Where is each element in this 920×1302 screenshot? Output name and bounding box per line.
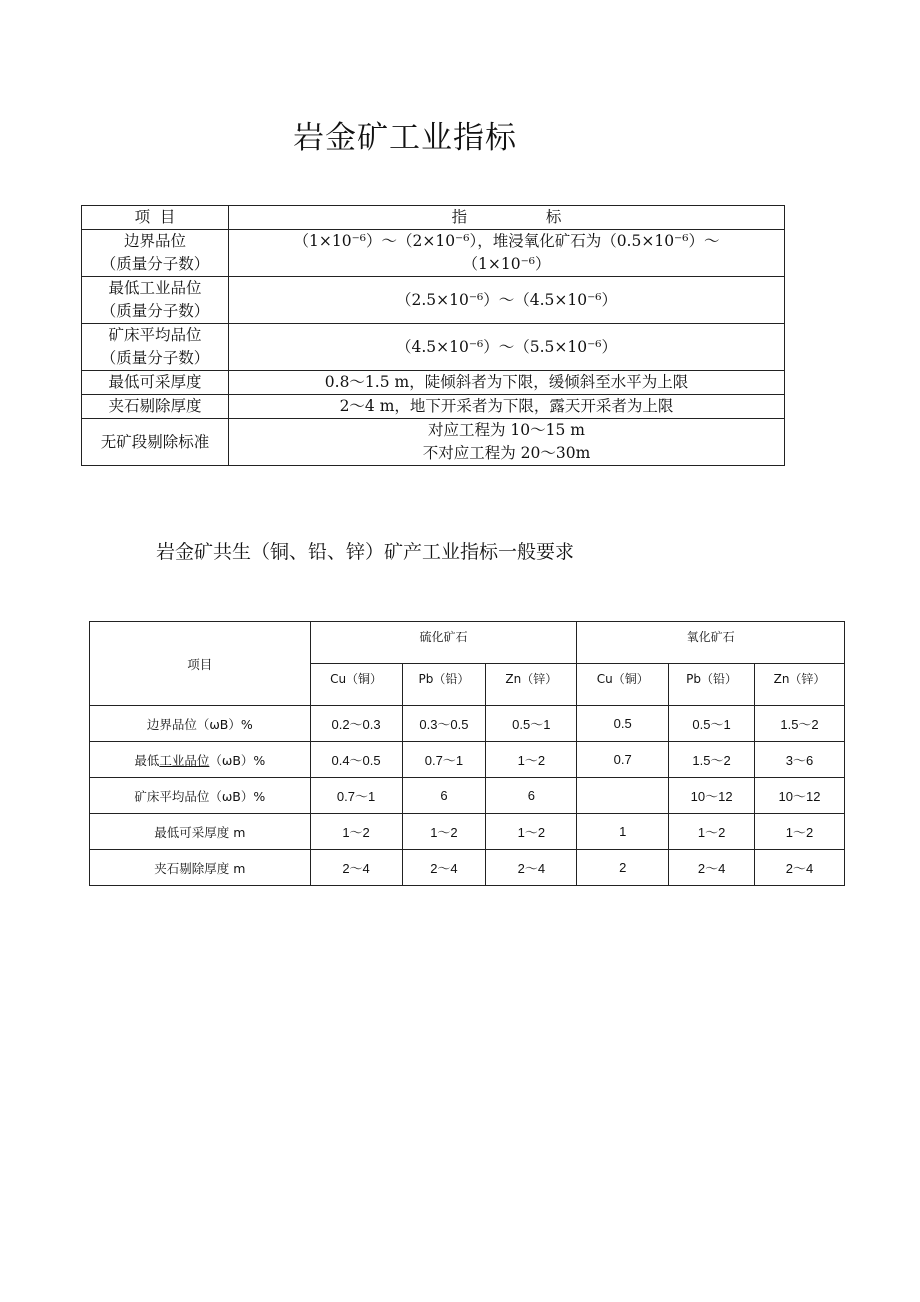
row-value: （4.5×10⁻⁶）～（5.5×10⁻⁶） bbox=[229, 324, 785, 371]
table-cell: 1～2 bbox=[669, 814, 755, 850]
table-cell: 6 bbox=[402, 778, 486, 814]
table-row bbox=[82, 371, 785, 395]
table-cell: 3～6 bbox=[755, 742, 845, 778]
header-sulfide-ore: 硫化矿石 bbox=[310, 622, 577, 664]
table-cell: 2～4 bbox=[755, 850, 845, 886]
row-value: 2～4 m，地下开采者为下限，露天开采者为上限 bbox=[229, 395, 785, 419]
row-value bbox=[229, 419, 785, 466]
row-label: 无矿段剔除标准 bbox=[82, 419, 229, 466]
label-line: 边界品位 bbox=[123, 232, 186, 250]
table-cell: 0.7～1 bbox=[310, 778, 402, 814]
table-row bbox=[90, 778, 845, 814]
header-cu: Cu（铜） bbox=[577, 664, 669, 706]
table-row bbox=[82, 324, 785, 371]
row-label bbox=[82, 230, 229, 277]
value-line: （1×10⁻⁶）～（2×10⁻⁶），堆浸氧化矿石为（0.5×10⁻⁶）～ bbox=[293, 232, 720, 250]
table-cell: 2～4 bbox=[310, 850, 402, 886]
table-cell: 10～12 bbox=[669, 778, 755, 814]
table-header-row bbox=[82, 206, 785, 230]
table-cell: 1～2 bbox=[486, 742, 577, 778]
table-header-row bbox=[90, 622, 845, 664]
header-cu: Cu（铜） bbox=[310, 664, 402, 706]
row-label: 夹石剔除厚度 m bbox=[90, 850, 311, 886]
table-cell: 2～4 bbox=[486, 850, 577, 886]
table-row bbox=[82, 230, 785, 277]
table-cell: 1.5～2 bbox=[755, 706, 845, 742]
header-item: 项目 bbox=[90, 622, 311, 706]
table-cell: 1～2 bbox=[310, 814, 402, 850]
label-part-underlined: 工业品位 bbox=[159, 752, 210, 768]
table-cell: 0.5～1 bbox=[486, 706, 577, 742]
table-row bbox=[90, 742, 845, 778]
row-label: 最低可采厚度 m bbox=[90, 814, 311, 850]
label-line: 最低工业品位 bbox=[108, 279, 202, 297]
section-subtitle: 岩金矿共生（铜、铅、锌）矿产工业指标一般要求 bbox=[156, 541, 575, 563]
label-part: （ωB）% bbox=[209, 752, 266, 768]
row-label: 边界品位（ωB）% bbox=[90, 706, 311, 742]
label-line: （质量分子数） bbox=[100, 255, 210, 273]
label-line: （质量分子数） bbox=[100, 302, 210, 320]
table-row bbox=[82, 277, 785, 324]
table-cell: 0.7 bbox=[577, 742, 669, 778]
header-item: 项 目 bbox=[82, 206, 229, 230]
table-cell: 0.5 bbox=[577, 706, 669, 742]
table-cell: 10～12 bbox=[755, 778, 845, 814]
table-row bbox=[90, 706, 845, 742]
table-cell: 1～2 bbox=[755, 814, 845, 850]
label-line: （质量分子数） bbox=[100, 349, 210, 367]
table-row bbox=[90, 814, 845, 850]
value-line: （1×10⁻⁶） bbox=[462, 255, 551, 273]
table-row bbox=[90, 850, 845, 886]
value-line: 对应工程为 10～15 m bbox=[428, 421, 585, 439]
row-value: （2.5×10⁻⁶）～（4.5×10⁻⁶） bbox=[229, 277, 785, 324]
table-cell: 2 bbox=[577, 850, 669, 886]
table-cell: 1 bbox=[577, 814, 669, 850]
table-cell: 0.7～1 bbox=[402, 742, 486, 778]
row-label: 夹石剔除厚度 bbox=[82, 395, 229, 419]
label-line: 矿床平均品位 bbox=[108, 326, 202, 344]
table-cell: 0.5～1 bbox=[669, 706, 755, 742]
table-cell: 6 bbox=[486, 778, 577, 814]
associated-ore-indicator-table bbox=[89, 621, 845, 886]
table-cell: 1～2 bbox=[486, 814, 577, 850]
gold-ore-indicator-table bbox=[81, 205, 785, 466]
header-indicator: 指 标 bbox=[229, 206, 785, 230]
row-label: 矿床平均品位（ωB）% bbox=[90, 778, 311, 814]
table-cell: 1.5～2 bbox=[669, 742, 755, 778]
table-row bbox=[82, 395, 785, 419]
header-oxide-ore: 氧化矿石 bbox=[577, 622, 845, 664]
table-cell: 0.2～0.3 bbox=[310, 706, 402, 742]
row-value: 0.8～1.5 m，陡倾斜者为下限，缓倾斜至水平为上限 bbox=[229, 371, 785, 395]
header-zn: Zn（锌） bbox=[755, 664, 845, 706]
document-title: 岩金矿工业指标 bbox=[293, 120, 517, 156]
label-part: 最低 bbox=[134, 752, 160, 768]
row-label bbox=[90, 742, 311, 778]
header-pb: Pb（铅） bbox=[669, 664, 755, 706]
table-cell: 1～2 bbox=[402, 814, 486, 850]
header-pb: Pb（铅） bbox=[402, 664, 486, 706]
table-cell: 2～4 bbox=[669, 850, 755, 886]
table-row bbox=[82, 419, 785, 466]
row-label: 最低可采厚度 bbox=[82, 371, 229, 395]
row-label bbox=[82, 277, 229, 324]
table-cell: 0.3～0.5 bbox=[402, 706, 486, 742]
table-cell: 0.4～0.5 bbox=[310, 742, 402, 778]
header-zn: Zn（锌） bbox=[486, 664, 577, 706]
row-value bbox=[229, 230, 785, 277]
row-label bbox=[82, 324, 229, 371]
table-cell bbox=[577, 778, 669, 814]
table-cell: 2～4 bbox=[402, 850, 486, 886]
value-line: 不对应工程为 20～30m bbox=[422, 444, 591, 462]
